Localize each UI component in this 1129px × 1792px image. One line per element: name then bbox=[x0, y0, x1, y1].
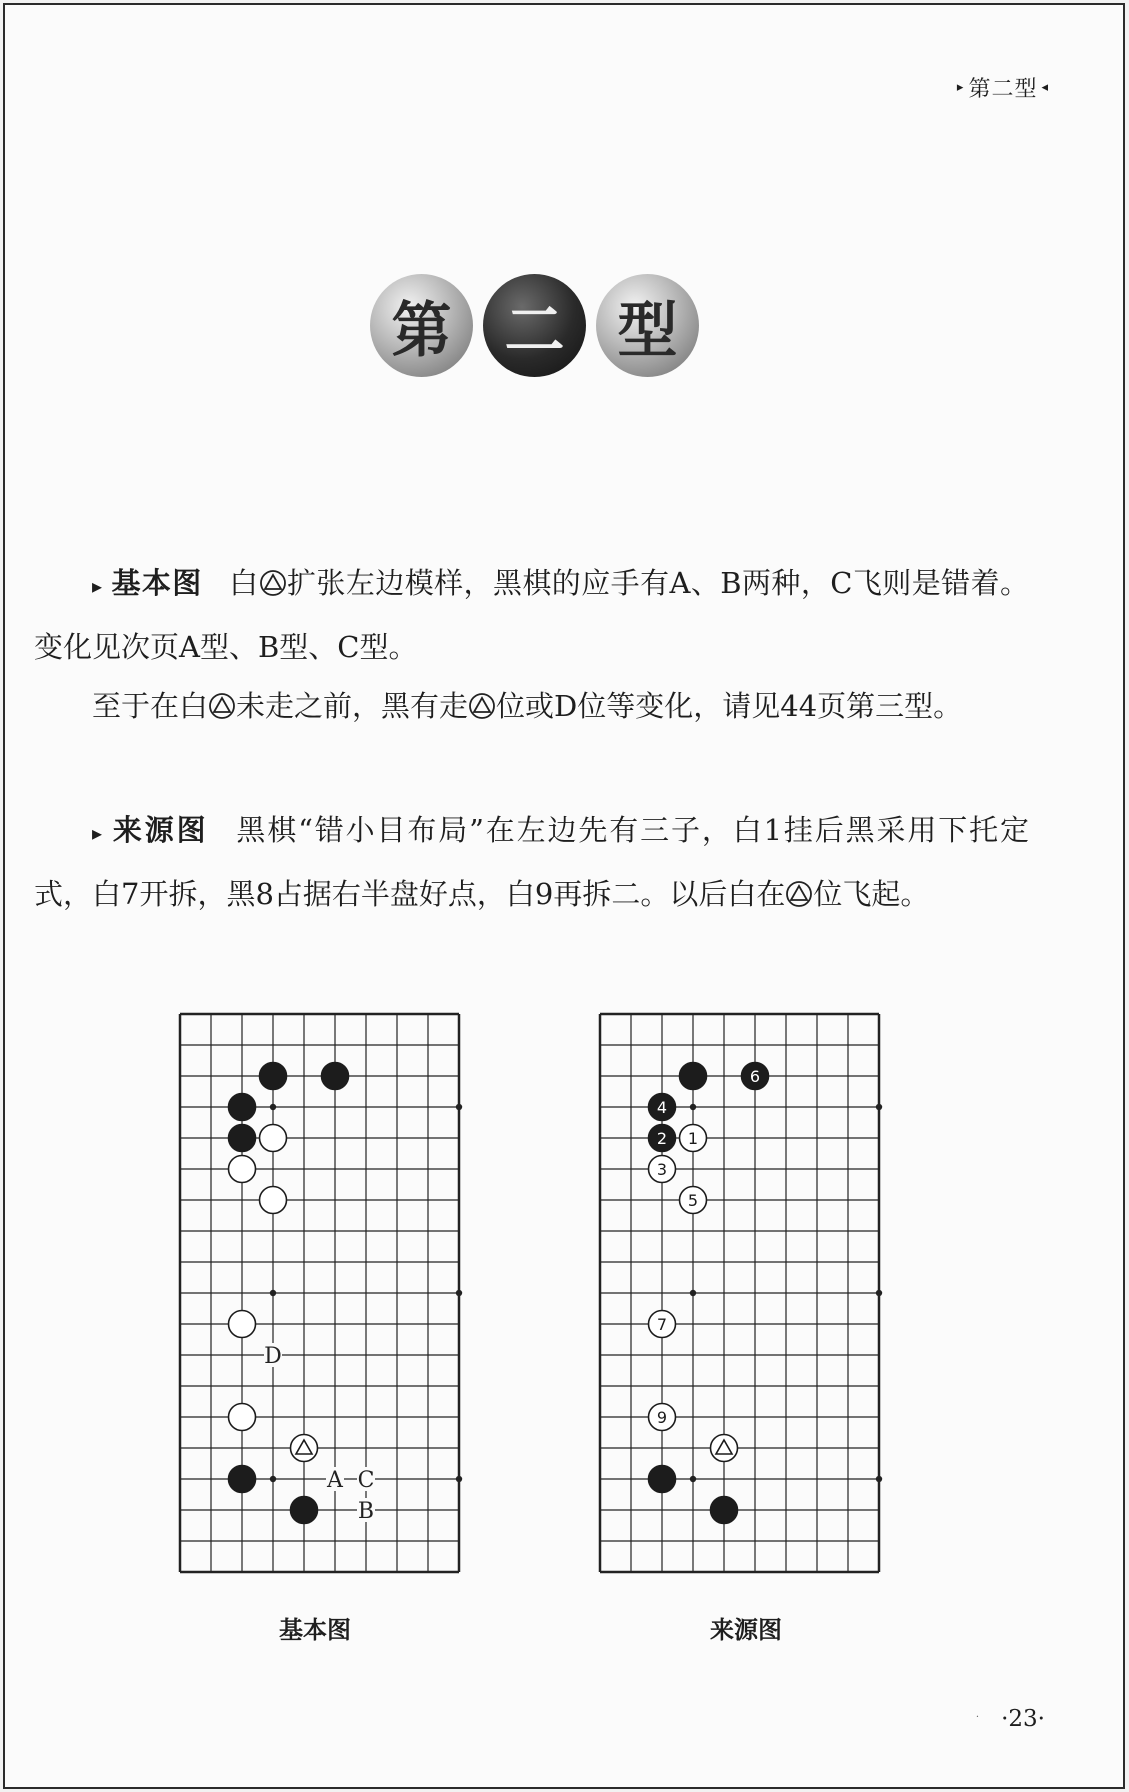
board-letter-B: B bbox=[357, 1499, 375, 1524]
stone-number-4: 4 bbox=[656, 1098, 668, 1117]
star-point bbox=[456, 1476, 462, 1482]
source-text-a: 黑棋“错小目布局”在左边先有三子，白1挂后黑采用下托定式，白7开拆，黑8占据右半盘好点，白9再拆二。以后白在 bbox=[34, 813, 1029, 911]
board-letter-D: D bbox=[264, 1344, 282, 1369]
white-stone-7 bbox=[229, 1311, 256, 1338]
stone-number-6: 6 bbox=[749, 1067, 761, 1086]
star-point bbox=[876, 1476, 882, 1482]
note-text-c: 位或D位等变化，请见44页第三型。 bbox=[496, 689, 963, 723]
source-heading: ▸ 来源图 bbox=[92, 813, 208, 847]
black-stone-1 bbox=[322, 1063, 349, 1090]
black-stone-11 bbox=[711, 1497, 738, 1524]
star-point bbox=[690, 1104, 696, 1110]
source-paragraph bbox=[34, 800, 1029, 925]
basic-paragraph bbox=[34, 553, 1029, 678]
go-board-source bbox=[598, 1012, 894, 1578]
source-text-b: 位飞起。 bbox=[813, 877, 930, 911]
title-char-2: 二 bbox=[483, 274, 586, 377]
basic-heading: ▸ 基本图 bbox=[92, 566, 203, 600]
page-speck: · bbox=[975, 1712, 979, 1723]
black-stone-10 bbox=[229, 1466, 256, 1493]
white-stone-6 bbox=[260, 1187, 287, 1214]
board-letter-C: C bbox=[357, 1468, 375, 1493]
basic-diagram-caption: 基本图 bbox=[279, 1616, 351, 1644]
black-stone-0 bbox=[260, 1063, 287, 1090]
running-head-left-arrow-icon: ▸ bbox=[956, 80, 965, 95]
basic-text-b: 扩张左边模样，黑棋的应手有A、B两种，C飞则是错着。变化见次页A型、B型、C型。 bbox=[34, 566, 1029, 664]
source-diagram bbox=[598, 1012, 894, 1582]
basic-text-a: 白 bbox=[228, 566, 259, 600]
white-stone-4 bbox=[260, 1125, 287, 1152]
basic-diagram bbox=[178, 1012, 474, 1582]
star-point bbox=[876, 1290, 882, 1296]
note-text-a: 至于在白 bbox=[92, 689, 209, 723]
black-stone-3 bbox=[229, 1125, 256, 1152]
running-head bbox=[957, 72, 1049, 103]
white-stone-8 bbox=[229, 1404, 256, 1431]
stone-number-1: 1 bbox=[687, 1129, 699, 1148]
star-point bbox=[270, 1104, 276, 1110]
stone-number-2: 2 bbox=[656, 1129, 668, 1148]
stone-number-5: 5 bbox=[687, 1191, 699, 1210]
board-letter-A: A bbox=[327, 1468, 343, 1493]
title-char-3: 型 bbox=[596, 274, 699, 377]
running-head-text: 第二型 bbox=[968, 77, 1038, 102]
star-point bbox=[690, 1476, 696, 1482]
grid-lines bbox=[180, 1014, 459, 1572]
star-point bbox=[456, 1290, 462, 1296]
grid-lines bbox=[600, 1014, 879, 1572]
star-point bbox=[270, 1290, 276, 1296]
go-board-basic bbox=[178, 1012, 474, 1578]
triangle-mark-icon bbox=[259, 569, 287, 597]
black-stone-10 bbox=[649, 1466, 676, 1493]
star-point bbox=[270, 1476, 276, 1482]
title-char-1: 第 bbox=[370, 274, 473, 377]
note-paragraph bbox=[34, 676, 1029, 737]
stone-number-3: 3 bbox=[656, 1160, 668, 1179]
stone-number-7: 7 bbox=[656, 1315, 668, 1334]
chapter-title bbox=[370, 274, 699, 377]
running-head-right-arrow-icon: ◂ bbox=[1041, 80, 1049, 95]
triangle-mark-icon bbox=[468, 692, 496, 720]
source-diagram-caption: 来源图 bbox=[710, 1616, 782, 1644]
note-text-b: 未走之前，黑有走 bbox=[236, 689, 469, 723]
triangle-mark-icon bbox=[208, 692, 236, 720]
white-stone-5 bbox=[229, 1156, 256, 1183]
black-stone-2 bbox=[229, 1094, 256, 1121]
star-point bbox=[876, 1104, 882, 1110]
page-number: ·23· bbox=[1001, 1706, 1045, 1732]
stone-number-9: 9 bbox=[656, 1408, 668, 1427]
star-point bbox=[690, 1290, 696, 1296]
black-stone-11 bbox=[291, 1497, 318, 1524]
triangle-mark-icon bbox=[785, 880, 813, 908]
star-point bbox=[456, 1104, 462, 1110]
black-stone-0 bbox=[680, 1063, 707, 1090]
